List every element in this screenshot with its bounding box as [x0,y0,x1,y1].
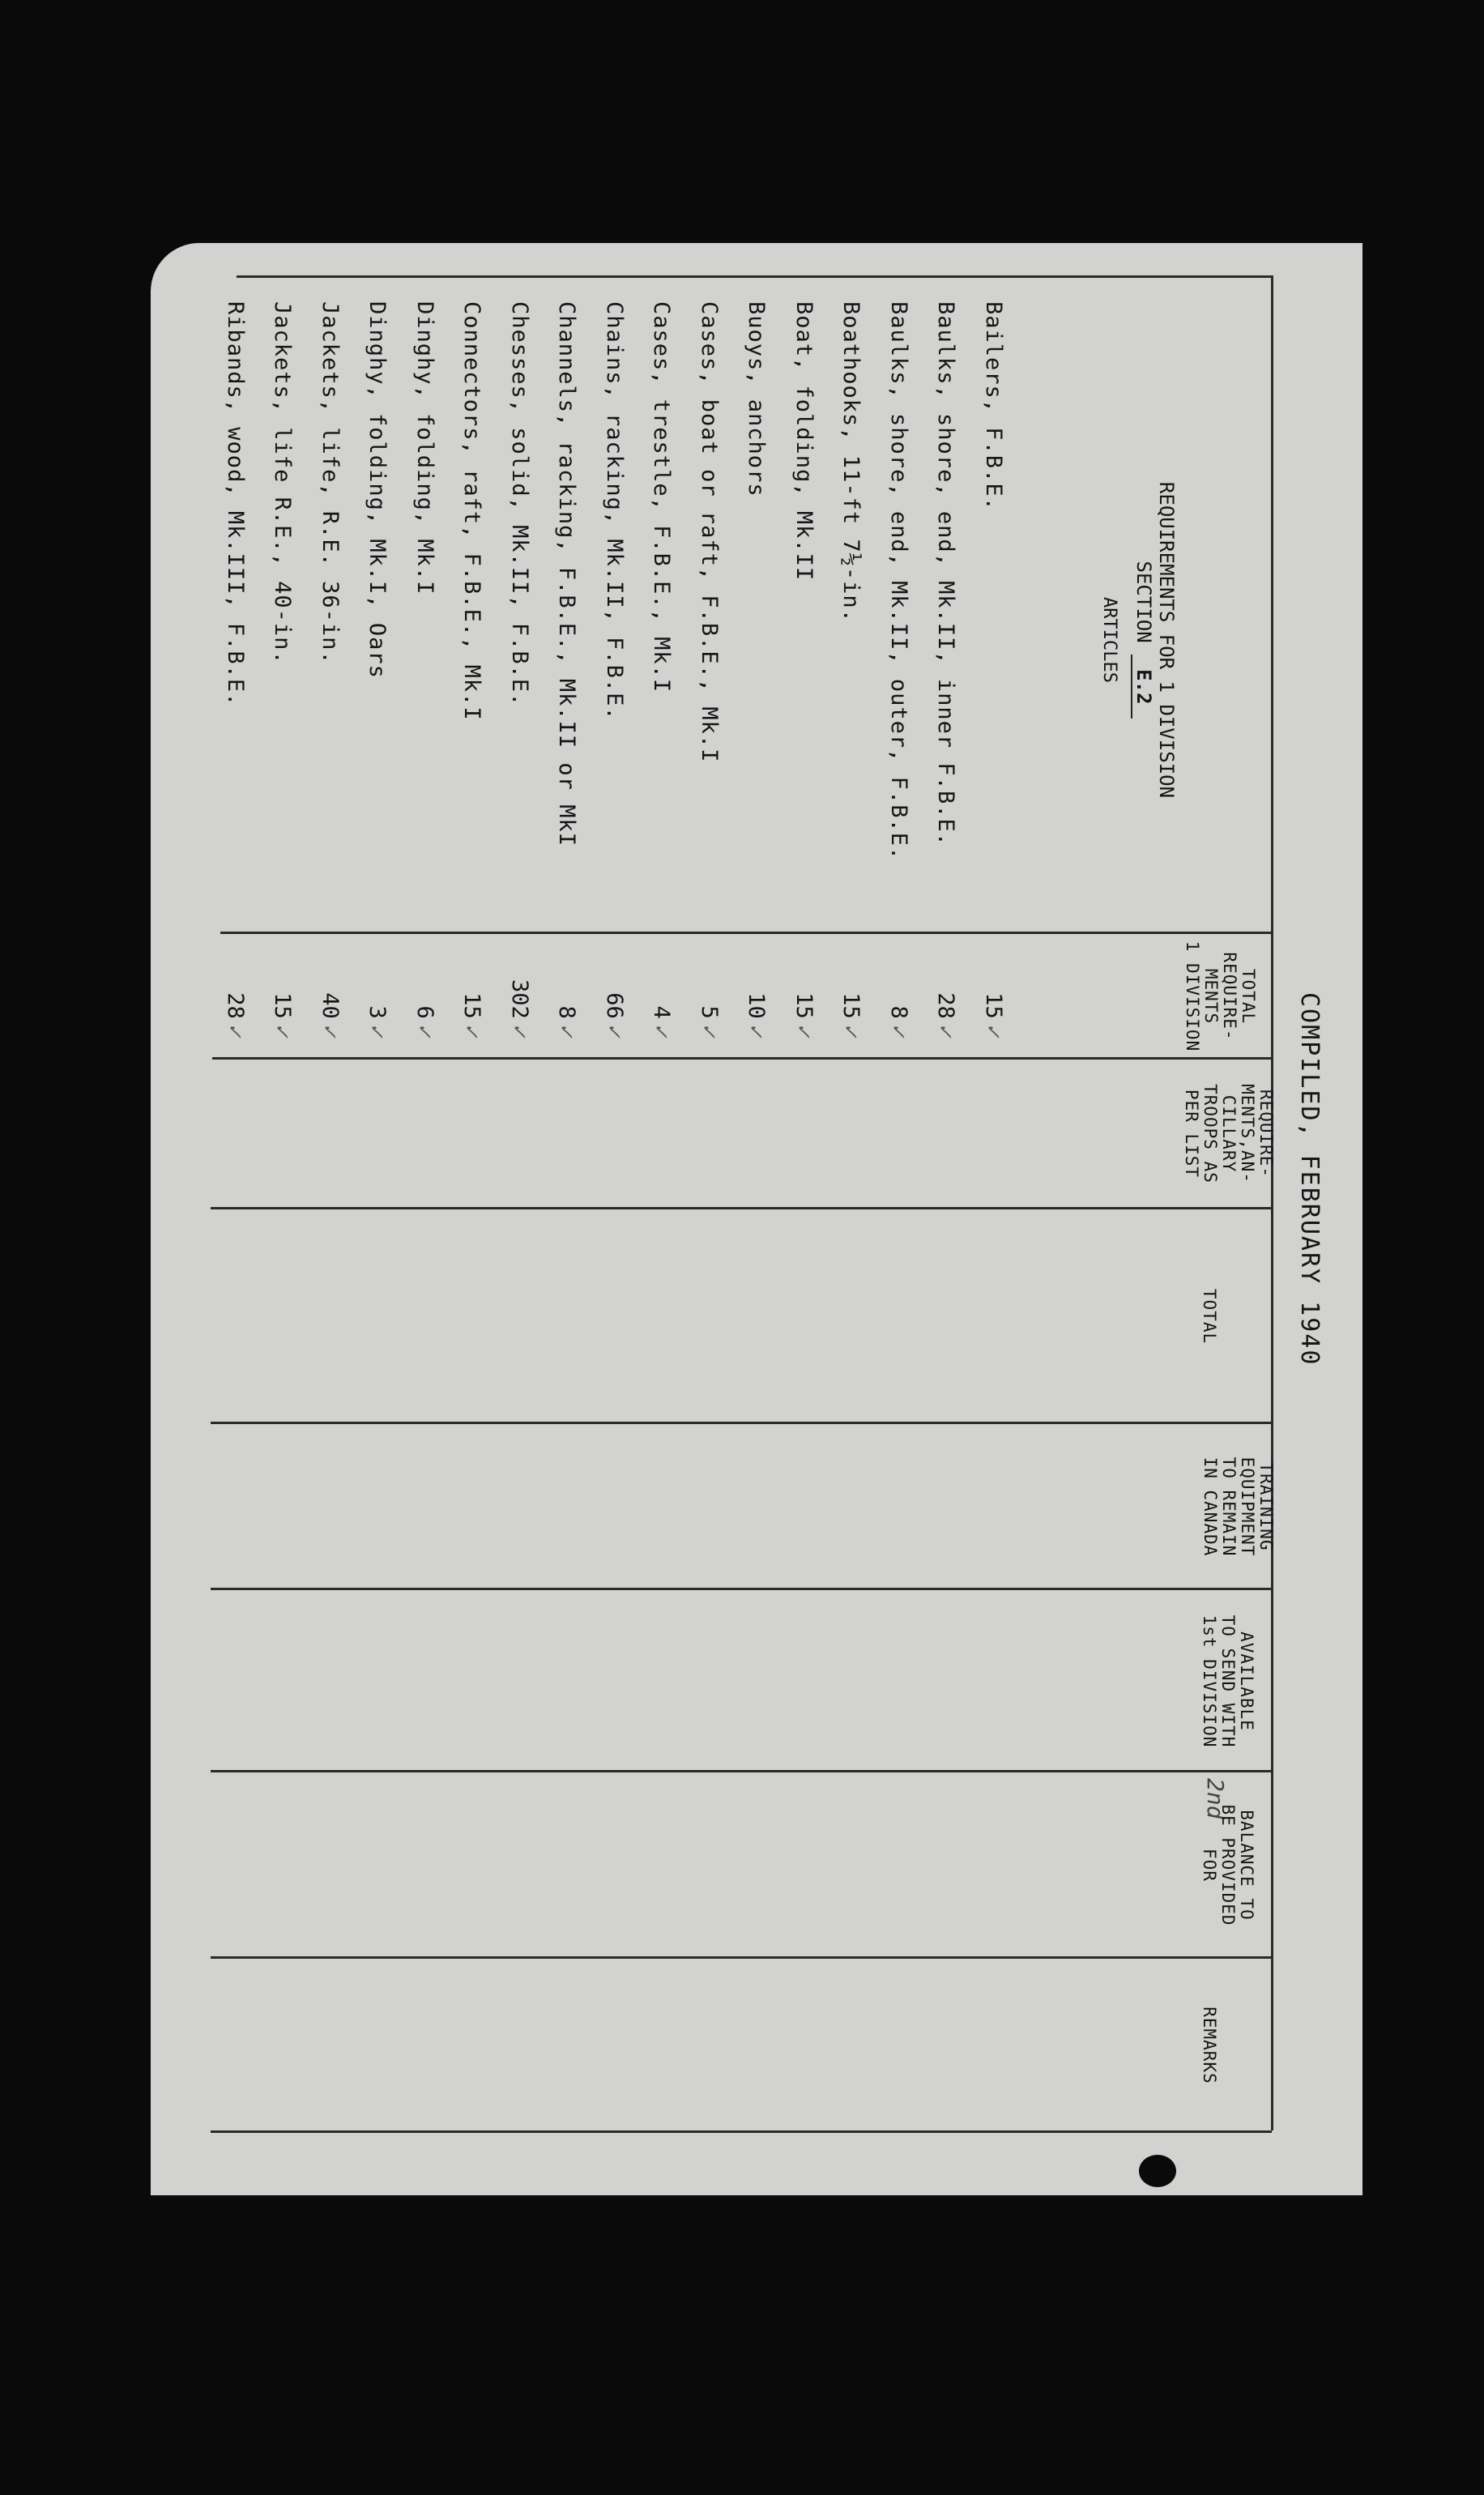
row-article: Bailers, F.B.E. [981,301,1006,511]
section-label: SECTION [1132,561,1155,643]
row-quantity [507,915,532,1037]
quantity-value: 4 [649,1005,675,1019]
row-quantity [555,915,580,1037]
col-divider-remarks [211,2130,1272,2133]
checkmark-icon: ✓ [270,1023,296,1037]
checkmark-icon: ✓ [886,1023,911,1037]
requirements-title-line2 [1131,356,1155,923]
compiled-date: COMPILED, FEBRUARY 1940 [1295,992,1324,1367]
header-ancillary-troops: REQUIRE- MENTS,AN- CILLARY TROOPS AS PER LIST [1182,1084,1276,1184]
checkmark-icon: ✓ [649,1023,675,1037]
quantity-value: 28 [223,992,248,1019]
checkmark-icon: ✓ [365,1023,390,1037]
quantity-value: 6 [412,1005,437,1019]
row-article: Chains, racking, Mk.II, F.B.E. [602,301,627,721]
row-quantity [886,915,911,1037]
checkmark-icon: ✓ [412,1023,437,1037]
quantity-value: 15 [459,992,485,1019]
row-article: Jackets, life, R.E. 36-in. [318,301,343,665]
row-article: Channels, racking, F.B.E., Mk.II or MkI [554,301,580,847]
row-article: Dinghy, folding, Mk.I, Oars [365,301,390,679]
col-divider-balance [211,1956,1272,1959]
quantity-value: 302 [507,979,532,1019]
checkmark-icon: ✓ [697,1023,722,1037]
checkmark-icon: ✓ [554,1023,580,1037]
requirements-title-line1: REQUIREMENTS FOR 1 DIVISION [1155,481,1178,799]
quantity-value: 40 [318,992,343,1019]
header-total: TOTAL [1200,1288,1219,1345]
articles-header: ARTICLES [1099,597,1119,683]
checkmark-icon: ✓ [223,1023,248,1037]
checkmark-icon: ✓ [602,1023,627,1037]
document-page [151,243,1362,2195]
row-quantity [602,915,627,1037]
checkmark-icon: ✓ [838,1023,864,1037]
row-article: Baulks, shore, end, Mk.II, inner F.B.E. [933,301,959,847]
quantity-value: 8 [886,1005,911,1019]
requirements-title [1131,356,1178,923]
checkmark-icon: ✓ [981,1023,1006,1037]
rotated-form [151,243,1362,2195]
row-article: Boathooks, 11-ft 7½-in. [838,301,864,623]
quantity-value: 8 [554,1005,580,1019]
checkmark-icon: ✓ [459,1023,485,1037]
checkmark-icon: ✓ [318,1023,343,1037]
row-article: Connectors, raft, F.B.E., Mk.I [459,301,485,721]
row-quantity [271,915,296,1037]
row-quantity [791,915,817,1037]
row-quantity [365,915,390,1037]
quantity-value: 15 [791,992,817,1019]
table-left-rule [237,275,1273,278]
header-total-requirements: TOTAL REQUIRE- MENTS 1 DIVISION [1183,940,1258,1052]
col-divider-training [211,1588,1272,1590]
col-divider-ancillary [211,1207,1272,1209]
header-balance: BALANCE TO BE PROVIDED FOR [1200,1804,1256,1926]
col-divider-available [211,1770,1272,1772]
checkmark-icon: ✓ [791,1023,817,1037]
row-article: Ribands, wood, Mk.III, F.B.E. [223,301,248,707]
quantity-value: 66 [602,992,627,1019]
header-available-to-send: AVAILABLE TO SEND WITH 1st DIVISION [1200,1614,1256,1748]
quantity-value: 10 [744,992,770,1019]
section-code: E.2 [1131,655,1155,719]
quantity-value: 15 [270,992,296,1019]
row-article: Jackets, life R.E., 40-in. [270,301,296,665]
quantity-value: 15 [981,992,1006,1019]
row-article: Dinghy, folding, Mk.I [412,301,437,595]
col-divider-total [211,1422,1272,1424]
quantity-value: 3 [365,1005,390,1019]
row-article: Buoys, anchors [744,301,770,497]
row-article: Baulks, shore, end, Mk.II, outer, F.B.E. [886,301,911,861]
row-article: Cases, trestle, F.B.E., Mk.I [649,301,675,693]
row-quantity [697,915,722,1037]
row-article: Boat, folding, Mk.II [791,301,817,582]
punch-hole [1139,2155,1176,2187]
row-article: Cases, boat or raft, F.B.E., Mk.I [697,301,722,763]
header-training-equipment: TRAINING EQUIPMENT TO REMAIN IN CANADA [1200,1456,1276,1557]
header-remarks: REMARKS [1200,2007,1219,2084]
checkmark-icon: ✓ [933,1023,959,1037]
row-quantity [981,915,1006,1037]
row-quantity [223,915,248,1037]
row-quantity [934,915,959,1037]
row-quantity [318,915,343,1037]
quantity-value: 5 [697,1005,722,1019]
row-quantity [744,915,770,1037]
col-divider-total-req [212,1057,1273,1060]
checkmark-icon: ✓ [744,1023,770,1037]
row-quantity [460,915,485,1037]
row-quantity [650,915,675,1037]
handwritten-note: 2nd [1202,1778,1229,1819]
row-article: Chesses, solid, Mk.II, F.B.E. [507,301,532,707]
row-quantity [412,915,437,1037]
checkmark-icon: ✓ [507,1023,532,1037]
quantity-value: 28 [933,992,959,1019]
row-quantity [839,915,864,1037]
quantity-value: 15 [838,992,864,1019]
